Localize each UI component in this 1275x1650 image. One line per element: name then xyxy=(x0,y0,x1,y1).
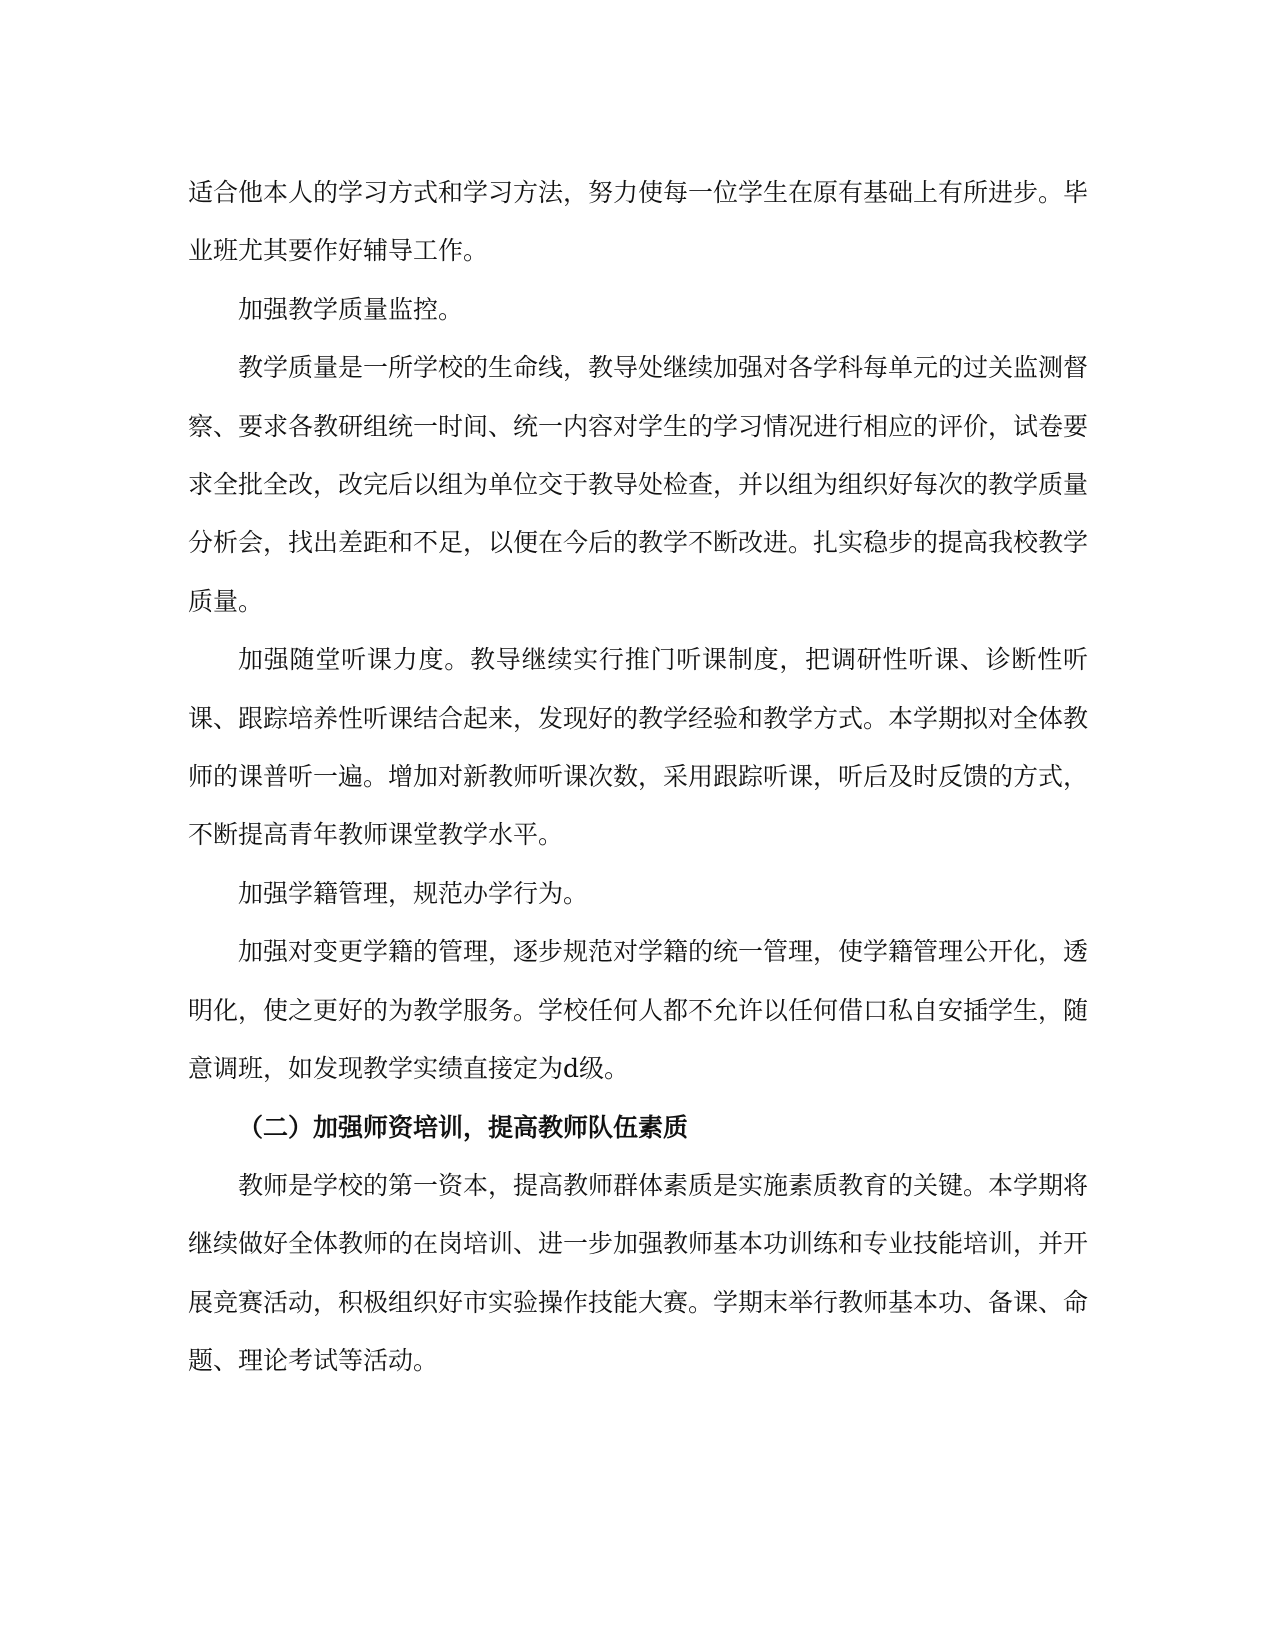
paragraph-quality-monitoring-title: 加强教学质量监控。 xyxy=(238,294,464,324)
document-body xyxy=(188,164,1088,1391)
paragraph-continuation: 适合他本人的学习方式和学习方法，努力使每一位学生在原有基础上有所进步。毕业班尤其要作好辅导工作。 xyxy=(188,178,1089,266)
paragraph-class-observation: 加强随堂听课力度。教导继续实行推门听课制度，把调研性听课、诊断性听课、跟踪培养性听课结合起来，发现好的教学经验和教学方式。本学期拟对全体教师的课普听一遍。增加对新教师听课次数，采用跟踪听课，听后及时反馈的方式，不断提高青年教师课堂教学水平。 xyxy=(188,645,1089,850)
paragraph-enrollment: 加强对变更学籍的管理，逐步规范对学籍的统一管理，使学籍管理公开化，透明化，使之更好的为教学服务。学校任何人都不允许以任何借口私自安插学生，随意调班，如发现教学实绩直接定为d级。 xyxy=(188,937,1089,1084)
paragraph-teacher-training: 教师是学校的第一资本，提高教师群体素质是实施素质教育的关键。本学期将继续做好全体教师的在岗培训、进一步加强教师基本功训练和专业技能培训，并开展竞赛活动，积极组织好市实验操作技能大赛。学期末举行教师基本功、备课、命题、理论考试等活动。 xyxy=(188,1170,1089,1376)
section-heading-teacher-training: （二）加强师资培训，提高教师队伍素质 xyxy=(238,1112,689,1142)
paragraph-quality-monitoring: 教学质量是一所学校的生命线，教导处继续加强对各学科每单元的过关监测督察、要求各教研组统一时间、统一内容对学生的学习情况进行相应的评价，试卷要求全批全改，改完后以组为单位交于教导处检查，并以组为组织好每次的教学质量分析会，找出差距和不足，以便在今后的教学不断改进。扎实稳步的提高我校教学质量。 xyxy=(188,353,1089,616)
paragraph-enrollment-title: 加强学籍管理，规范办学行为。 xyxy=(238,878,589,908)
